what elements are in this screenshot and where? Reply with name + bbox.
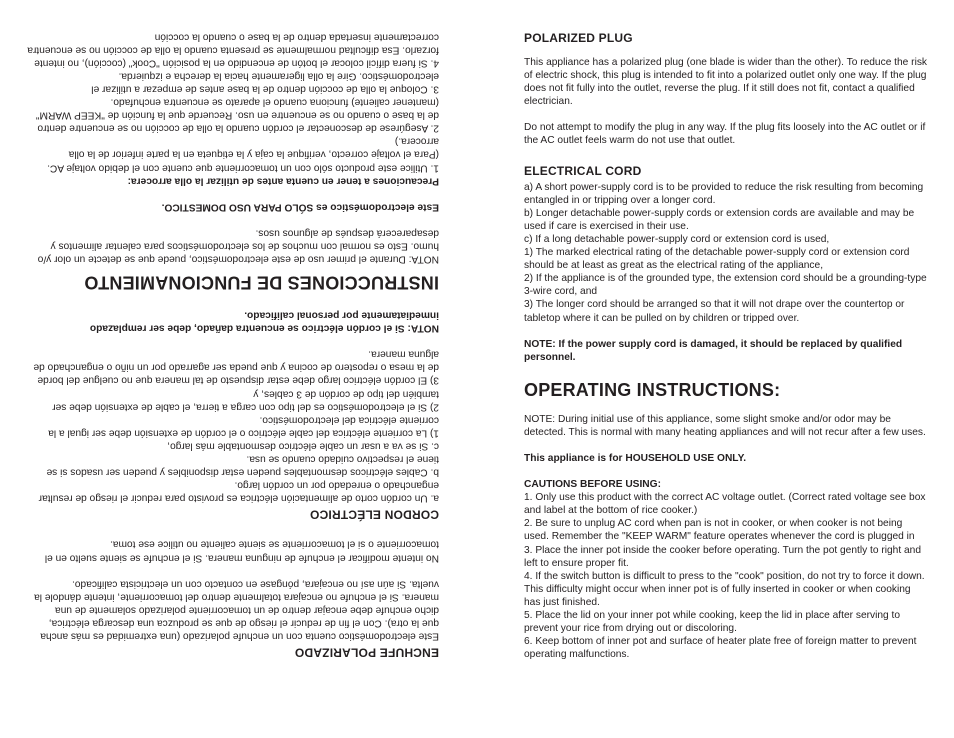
es-plug-paragraph-1: Este electrodoméstico cuenta con un enchufe polarizado (una extremidad es más ancha que la otra). Con el fin de reducir el riesgo de que se produzca una descarga eléctrica, dicho enchufe debe encajar dentro de un tomacorriente polarizado solamente de una manera. Si el enchufe no encajara totalmente dentro del tomacorriente, intente dándole la vuelta. Si aún así no encajara, póngase en contacto con un electricista calificado. [34, 578, 439, 642]
en-caution-2: 2. Be sure to unplug AC cord when pan is not in cooker, or when cooker is not being used. Remember the "KEEP WARM" feature operates whenever the cord is plugged in [524, 518, 915, 543]
en-plug-paragraph-2: Do not attempt to modify the plug in any way. If the plug fits loosely into the AC outlet or if the AC outlet feels warm do not use that outlet. [524, 122, 926, 147]
en-cord-item-b: b) Longer detachable power-supply cords or extension cords are available and may be used if care is exercised in their use. [524, 207, 915, 232]
en-plug-paragraph-1: This appliance has a polarized plug (one blade is wider than the other). To reduce the risk of electric shock, this plug is intended to fit into a polarized outlet only one way. If the plug does not fit fully into the outlet, reverse the plug. If it still does not fit, contact a qualified electrician. [524, 57, 928, 108]
es-cord-item-3: 3) El cordón eléctrico largo debe estar dispuesto de tal manera que no cuelgue del borde de la mesa o repostero de cocina y que pueda ser agarrado por un niño o enganchado de alguna manera. [33, 348, 439, 386]
en-caution-1: 1. Only use this product with the correct AC voltage outlet. (Correct rated voltage see box and label at the bottom of rice cooker.) [524, 492, 926, 517]
en-caution-6: 6. Keep bottom of inner pot and surface of heater plate free of foreign matter to prevent operating malfunctions. [524, 636, 917, 661]
en-cautions-heading: CAUTIONS BEFORE USING: [524, 479, 661, 491]
en-caution-5: 5. Place the lid on your inner pot while cooking, keep the lid in place after serving to prevent your rice from drying out or discoloring. [524, 610, 901, 635]
en-cord-item-a: a) A short power-supply cord is to be provided to reduce the risk resulting from becoming entangled in or tripping over a longer cord. [524, 181, 924, 206]
es-operating-note: NOTA: Durante el primer uso de este electrodoméstico, puede que se detecte un olor y/o humo. Esto es normal con muchos de los electrodomésticos para calentar alimentos y desaparecerá después de algunos usos. [37, 227, 439, 265]
es-cautions-heading: Precauciones a tener en cuenta antes de utilizar la olla arrocera: [127, 175, 439, 187]
es-cord-item-c: c. Si se va a usar un cable eléctrico desmontable más largo, [167, 440, 439, 452]
en-cord-note: NOTE: If the power supply cord is damaged, it should be replaced by qualified personnel. [524, 338, 903, 363]
en-plug-heading: POLARIZED PLUG [524, 31, 633, 45]
en-cord-item-3: 3) The longer cord should be arranged so that it will not drape over the countertop or tabletop where it can be pulled on by children or tripped over. [524, 299, 905, 324]
en-caution-4: 4. If the switch button is difficult to press to the "cook" position, do not try to force it down. This difficulty might occur when inner pot is of fully inserted in cooker or when cooking has just finished. [524, 570, 925, 608]
es-caution-2: 2. Asegúrese de desconectar el cordón cuando la olla de cocción no se encuentre dentro de la base o cuando no se encuentre en uso. Recuerde que la función de "KEEP WARM" (mantener caliente) funciona cuando el aparato se encuentra enchufado. [35, 96, 439, 134]
es-cord-item-2: 2) Si el electrodoméstico es del tipo con carga a tierra, el cable de extensión debe ser también del tipo de cordón de 3 cables, y [52, 388, 439, 413]
es-caution-3: 3. Coloque la olla de cocción dentro de la base antes de empezar a utilizar el electrodoméstico. Gire la olla ligeramente hacia la derecha e izquierda. [91, 70, 439, 95]
en-household-notice: This appliance is for HOUSEHOLD USE ONLY. [524, 452, 747, 464]
en-cord-item-2: 2) If the appliance is of the grounded type, the extension cord should be a grounding-type 3-wire cord, and [524, 273, 927, 298]
en-operating-heading: OPERATING INSTRUCTIONS: [524, 379, 781, 400]
es-operating-heading: INSTRUCCIONES DE FUNCIONAMIENTO [84, 272, 439, 293]
es-caution-4: 4. Si fuera difícil colocar el botón de encendido en la posición "Cook" (cocción), no intente forzarlo. Esa dificultad normalmente se presenta cuando la olla de cocción no se encuentra correctamente insertada dentro de la base o cuando la cocción [27, 31, 439, 69]
es-caution-1: 1. Utilice este producto sólo con un tomacorriente que cuente con el debido voltaje AC. (Para el voltaje correcto, verifique la caja y la etiqueta en la parte inferior de la olla arrocera.) [47, 135, 439, 174]
en-cord-item-1: 1) The marked electrical rating of the detachable power-supply cord or extension cord should be at least as great as the electrical rating of the appliance, [524, 247, 910, 272]
en-caution-3: 3. Place the inner pot inside the cooker before operating. Turn the pot gently to right and left to ensure proper fit. [524, 544, 922, 569]
english-page [477, 0, 954, 738]
es-cord-item-b: b. Cables eléctricos desmontables pueden estar disponibles y pueden ser usados si se tiene el respectivo cuidado cuando se usa. [46, 453, 439, 478]
es-plug-paragraph-2: No intente modificar el enchufe de ninguna manera. Si el enchufe se siente suelto en el tomacorriente o si el tomacorriente se siente caliente no utilice ese toma. [44, 538, 439, 563]
en-operating-note: NOTE: During initial use of this appliance, some slight smoke and/or odor may be detected. This is normal with many heating appliances and will not recur after a few uses. [524, 413, 926, 438]
en-cord-heading: ELECTRICAL CORD [524, 163, 642, 178]
es-household-notice: Este electrodoméstico es SÓLO PARA USO DOMESTICO. [161, 201, 439, 213]
es-cord-heading: CORDON ELÉCTRICO [309, 507, 439, 522]
es-cord-item-a: a. Un cordón corto de alimentación eléctrica es provisto para reducir el riesgo de resultar enganchado o enredado por un cordón largo. [38, 479, 439, 504]
es-cord-item-1: 1) La corriente eléctrica del cable eléctrico o el cordón de extensión debe ser igual a la corriente eléctrica del electrodoméstico. [48, 414, 439, 439]
en-cord-item-c: c) If a long detachable power-supply cord or extension cord is used, [524, 233, 830, 245]
es-cord-note: NOTA: Si el cordón eléctrico se encuentra dañado, debe ser remplazado inmediatamente por personal calificado. [89, 309, 439, 334]
spanish-column [27, 30, 439, 659]
es-plug-heading: ENCHUFE POLARIZADO [294, 645, 439, 660]
english-column [524, 31, 929, 661]
